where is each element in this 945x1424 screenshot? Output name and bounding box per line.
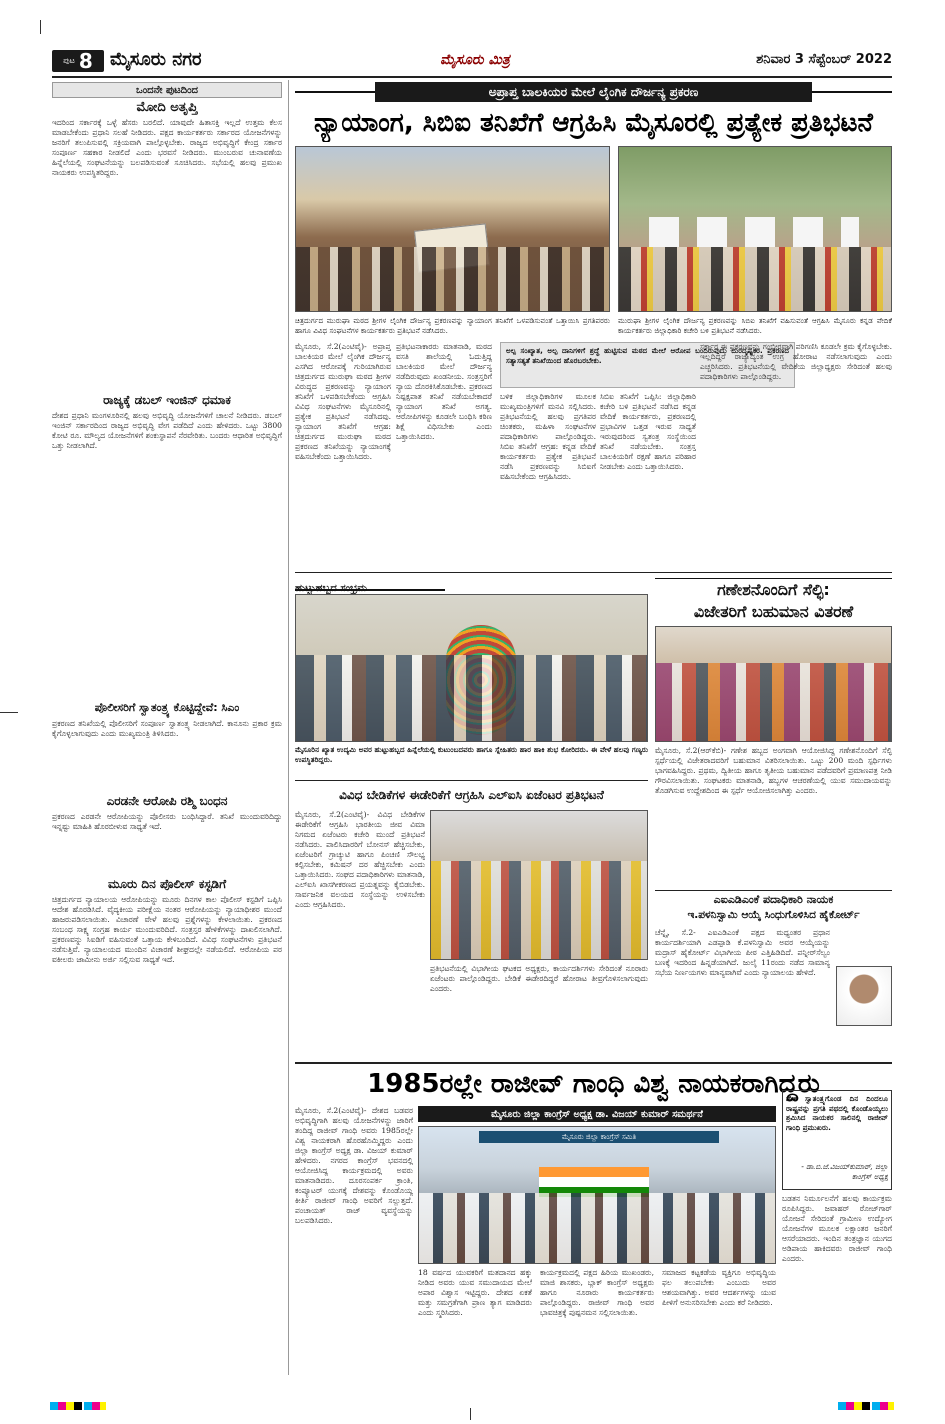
photo1-caption: ಚಿತ್ರದುರ್ಗದ ಮುರುಘಾ ಮಠದ ಶ್ರೀಗಳ ಲೈಂಗಿಕ ದೌರ್ಜನ್ಯ ಪ್ರಕರಣವನ್ನು ನ್ಯಾಯಾಂಗ ತನಿಖೆಗೆ ಒಳಪಡಿಸುವಂತೆ ಒತ್ತಾಯಿಸಿ ಪ್ರಗತಿಪರರು ಹಾಗೂ ವಿವಿಧ ಸಂಘಟನೆಗಳ ಕಾರ್ಯಕರ್ತರು ಪ್ರತಿಭಟನೆ ನಡೆಸಿದರು. bbox=[295, 316, 610, 335]
crop-mark-top bbox=[40, 20, 41, 34]
lic-body: ಮೈಸೂರು, ಸೆ.2(ಎಂಟಿವೈ)- ವಿವಿಧ ಬೇಡಿಕೆಗಳ ಈಡೇರಿಕೆಗೆ ಆಗ್ರಹಿಸಿ ಭಾರತೀಯ ಜೀವ ವಿಮಾ ನಿಗಮದ ಏಜೆಂಟರು ಕಚೇರಿ ಮುಂದೆ ಪ್ರತಿಭಟನೆ ನಡೆಸಿದರು. ಪಾಲಿಸಿದಾರರಿಗೆ ಬೋನಸ್ ಹೆಚ್ಚಿಸಬೇಕು, ಏಜೆಂಟರಿಗೆ ಗ್ರಾಚ್ಯುಟಿ ಹಾಗೂ ಪಿಂಚಣಿ ಸೌಲಭ್ಯ ಕಲ್ಪಿಸಬೇಕು, ಕಮಿಷನ್ ದರ ಹೆಚ್ಚಿಸಬೇಕು ಎಂದು ಒತ್ತಾಯಿಸಿದರು. ಸಂಘದ ಪದಾಧಿಕಾರಿಗಳು ಮಾತನಾಡಿ, ಎಲ್‌ಐಸಿ ಖಾಸಗೀಕರಣದ ಪ್ರಯತ್ನವನ್ನು ಕೈಬಿಡಬೇಕು. ಸಾರ್ವಜನಿಕ ವಲಯದ ಸಂಸ್ಥೆಯನ್ನು ಉಳಿಸಬೇಕು ಎಂದು ಆಗ್ರಹಿಸಿದರು. bbox=[295, 810, 425, 909]
birthday-photo bbox=[295, 594, 648, 742]
birthday-label-text: ಹುಟ್ಟುಹಬ್ಬದ ಸಂಭ್ರಮ bbox=[295, 583, 367, 594]
article-title-double-engine: ರಾಜ್ಯಕ್ಕೆ ಡಬಲ್ ಇಂಜಿನ್ ಧಮಾಕ bbox=[103, 393, 231, 407]
story-col-5: ಸರ್ಕಾರ ಈ ಪ್ರಕರಣವನ್ನು ಗಂಭೀರವಾಗಿ ಪರಿಗಣಿಸಿ ಕೂಡಲೇ ಕ್ರಮ ಕೈಗೊಳ್ಳಬೇಕು. ಇಲ್ಲದಿದ್ದರೆ ರಾಜ್ಯಾದ್ಯಂತ ಉಗ್ರ ಹೋರಾಟ ನಡೆಸಲಾಗುವುದು ಎಂದು ಎಚ್ಚರಿಸಿದರು. ಪ್ರತಿಭಟನೆಯಲ್ಲಿ ವೇದಿಕೆಯ ಜಿಲ್ಲಾಧ್ಯಕ್ಷರು ಸೇರಿದಂತೆ ಹಲವು ಪದಾಧಿಕಾರಿಗಳು ಪಾಲ್ಗೊಂಡಿದ್ದರು. bbox=[700, 342, 892, 381]
rajiv-photo bbox=[418, 1126, 776, 1264]
lic-photo bbox=[430, 810, 648, 960]
palaniswami-photo bbox=[836, 966, 892, 1026]
article-title-arrest: ಎರಡನೇ ಆರೋಪಿ ರಶ್ಮಿ ಬಂಧನ bbox=[106, 794, 228, 808]
crop-mark-left bbox=[0, 712, 18, 713]
ganesha-photo bbox=[655, 626, 892, 742]
article-body-double-engine: ದೇಶದ ಪ್ರಧಾನಿ ಮಂಗಳೂರಿನಲ್ಲಿ ಹಲವು ಅಭಿವೃದ್ಧಿ ಯೋಜನೆಗಳಿಗೆ ಚಾಲನೆ ನೀಡಿದರು. ಡಬಲ್ ಇಂಜಿನ್ ಸರ್ಕಾರದಿಂದ ರಾಜ್ಯದ ಅಭಿವೃದ್ಧಿ ವೇಗ ಪಡೆದಿದೆ ಎಂದು ಹೇಳಿದರು. ಒಟ್ಟು 3800 ಕೋಟಿ ರೂ. ಮೌಲ್ಯದ ಯೋಜನೆಗಳಿಗೆ ಶಂಕುಸ್ಥಾಪನೆ ನೆರವೇರಿತು. ಬಂದರು ಆಧಾರಿತ ಅಭಿವೃದ್ಧಿಗೆ ಒತ್ತು ನೀಡಲಾಗಿದೆ. bbox=[52, 411, 282, 450]
story-kicker: ಅಪ್ರಾಪ್ತ ಬಾಲಕಿಯರ ಮೇಲೆ ಲೈಂಗಿಕ ದೌರ್ಜನ್ಯ ಪ್ರಕರಣ bbox=[375, 82, 812, 102]
lic-body-2: ಪ್ರತಿಭಟನೆಯಲ್ಲಿ ವಿಭಾಗೀಯ ಘಟಕದ ಅಧ್ಯಕ್ಷರು, ಕಾರ್ಯದರ್ಶಿಗಳು ಸೇರಿದಂತೆ ನೂರಾರು ಏಜೆಂಟರು ಪಾಲ್ಗೊಂಡಿದ್ದರು. ಬೇಡಿಕೆ ಈಡೇರದಿದ್ದರೆ ಹೋರಾಟ ತೀವ್ರಗೊಳಿಸಲಾಗುವುದು ಎಂದರು. bbox=[430, 964, 648, 993]
section-title: ಮೈಸೂರು ನಗರ bbox=[110, 49, 202, 70]
ganesha-people bbox=[656, 663, 891, 742]
kicker-bar bbox=[295, 82, 892, 102]
ganesha-body: ಮೈಸೂರು, ಸೆ.2(ಆರ್‌ಕೆಬಿ)- ಗಣೇಶ ಹಬ್ಬದ ಅಂಗವಾಗಿ ಆಯೋಜಿಸಿದ್ದ ಗಣೇಶನೊಂದಿಗೆ ಸೆಲ್ಫಿ ಸ್ಪರ್ಧೆಯಲ್ಲಿ ವಿಜೇತರಾದವರಿಗೆ ಬಹುಮಾನ ವಿತರಿಸಲಾಯಿತು. ಒಟ್ಟು 200 ಮಂದಿ ಸ್ಪರ್ಧಿಗಳು ಭಾಗವಹಿಸಿದ್ದರು. ಪ್ರಥಮ, ದ್ವಿತೀಯ ಹಾಗೂ ತೃತೀಯ ಬಹುಮಾನ ಪಡೆದವರಿಗೆ ಪ್ರಮಾಣಪತ್ರ ನೀಡಿ ಗೌರವಿಸಲಾಯಿತು. ಸಂಘಟಕರು ಮಾತನಾಡಿ, ಹಬ್ಬಗಳ ಆಚರಣೆಯಲ್ಲಿ ಯುವ ಸಮುದಾಯವನ್ನು ತೊಡಗಿಸುವ ಉದ್ದೇಶದಿಂದ ಈ ಸ್ಪರ್ಧೆ ಆಯೋಜಿಸಲಾಗಿತ್ತು ಎಂದರು. bbox=[655, 746, 892, 795]
paper-name: ಮೈಸೂರು ಮಿತ್ರ bbox=[440, 52, 510, 68]
rajiv-headline: 1985ರಲ್ಲೇ ರಾಜೀವ್ ಗಾಂಧಿ ವಿಶ್ವ ನಾಯಕರಾಗಿದ್ದರು bbox=[367, 1069, 820, 1099]
section-rule-1 bbox=[295, 572, 892, 573]
rajiv-col-1: ಮೈಸೂರು, ಸೆ.2(ಎಂಟಿವೈ)- ದೇಶದ ಬಡವರ ಅಭಿವೃದ್ಧಿಗಾಗಿ ಹಲವು ಯೋಜನೆಗಳನ್ನು ಜಾರಿಗೆ ತಂದಿದ್ದ ರಾಜೀವ್ ಗಾಂಧಿ ಅವರು 1985ರಲ್ಲೇ ವಿಶ್ವ ನಾಯಕರಾಗಿ ಹೊರಹೊಮ್ಮಿದ್ದರು ಎಂದು ಜಿಲ್ಲಾ ಕಾಂಗ್ರೆಸ್ ಅಧ್ಯಕ್ಷ ಡಾ. ವಿಜಯ್ ಕುಮಾರ್ ಹೇಳಿದರು. ನಗರದ ಕಾಂಗ್ರೆಸ್ ಭವನದಲ್ಲಿ ಆಯೋಜಿಸಿದ್ದ ಕಾರ್ಯಕ್ರಮದಲ್ಲಿ ಅವರು ಮಾತನಾಡಿದರು. ದೂರಸಂಪರ್ಕ ಕ್ರಾಂತಿ, ಕಂಪ್ಯೂಟರ್ ಯುಗಕ್ಕೆ ದೇಶವನ್ನು ಕೊಂಡೊಯ್ದ ಕೀರ್ತಿ ರಾಜೀವ್ ಗಾಂಧಿ ಅವರಿಗೆ ಸಲ್ಲುತ್ತದೆ. ಪಂಚಾಯತ್ ರಾಜ್ ವ್ಯವಸ್ಥೆಯನ್ನು ಬಲಪಡಿಸಿದರು. bbox=[295, 1106, 413, 1225]
masthead-rule bbox=[52, 76, 892, 78]
protest-photo-1 bbox=[295, 146, 610, 312]
page-label: ಪುಟ bbox=[63, 56, 75, 65]
story-col-4: ಸಿಬಿಐ ತನಿಖೆಗೆ ಒಪ್ಪಿಸಿ: ಜಿಲ್ಲಾಧಿಕಾರಿ ಕಚೇರಿ ಬಳಿ ಪ್ರತಿಭಟನೆ ನಡೆಸಿದ ಕನ್ನಡ ವೇದಿಕೆ ಕಾರ್ಯಕರ್ತರು, ಪ್ರಕರಣದಲ್ಲಿ ಪ್ರಭಾವಿಗಳ ಒತ್ತಡ ಇರುವ ಸಾಧ್ಯತೆ ಇರುವುದರಿಂದ ಸ್ವತಂತ್ರ ಸಂಸ್ಥೆಯಿಂದ ತನಿಖೆ ನಡೆಯಬೇಕು. ಸಂತ್ರಸ್ತ ಬಾಲಕಿಯರಿಗೆ ರಕ್ಷಣೆ ಹಾಗೂ ಪರಿಹಾರ ನೀಡಬೇಕು ಎಂದು ಒತ್ತಾಯಿಸಿದರು. bbox=[600, 392, 696, 471]
birthday-people bbox=[296, 655, 647, 742]
ganesha-rule-top bbox=[655, 578, 892, 579]
story-headline: ನ್ಯಾಯಾಂಗ, ಸಿಬಿಐ ತನಿಖೆಗೆ ಆಗ್ರಹಿಸಿ ಮೈಸೂರಲ್ಲಿ ಪ್ರತ್ಯೇಕ ಪ್ರತಿಭಟನೆ bbox=[314, 108, 873, 138]
rajiv-col-2: 18 ವರ್ಷದ ಯುವಕರಿಗೆ ಮತದಾನದ ಹಕ್ಕು ನೀಡಿದ ಅವರು ಯುವ ಸಮುದಾಯದ ಮೇಲೆ ಅಪಾರ ವಿಶ್ವಾಸ ಇಟ್ಟಿದ್ದರು. ದೇಶದ ಏಕತೆ ಮತ್ತು ಸಮಗ್ರತೆಗಾಗಿ ಪ್ರಾಣ ತ್ಯಾಗ ಮಾಡಿದರು ಎಂದು ಸ್ಮರಿಸಿದರು. bbox=[418, 1268, 532, 1317]
award-headline: ಎಐಎಡಿಎಂಕೆ ಪದಾಧಿಕಾರಿ ನಾಯಕ bbox=[713, 893, 834, 906]
story-col-3: ಬಳಿಕ ಜಿಲ್ಲಾಧಿಕಾರಿಗಳ ಮೂಲಕ ಮುಖ್ಯಮಂತ್ರಿಗಳಿಗೆ ಮನವಿ ಸಲ್ಲಿಸಿದರು. ಪ್ರತಿಭಟನೆಯಲ್ಲಿ ಹಲವು ಪ್ರಗತಿಪರ ಚಿಂತಕರು, ಮಹಿಳಾ ಸಂಘಟನೆಗಳ ಪದಾಧಿಕಾರಿಗಳು ಪಾಲ್ಗೊಂಡಿದ್ದರು. ಸಿಬಿಐ ತನಿಖೆಗೆ ಆಗ್ರಹ: ಕನ್ನಡ ವೇದಿಕೆ ಕಾರ್ಯಕರ್ತರು ಪ್ರತ್ಯೇಕ ಪ್ರತಿಭಟನೆ ನಡೆಸಿ ಪ್ರಕರಣವನ್ನು ಸಿಬಿಐಗೆ ವಹಿಸಬೇಕೆಂದು ಆಗ್ರಹಿಸಿದರು. bbox=[500, 392, 596, 481]
lic-crowd bbox=[431, 861, 647, 960]
color-registration-left bbox=[50, 1402, 106, 1410]
ganesha-headline-1: ಗಣೇಶನೊಂದಿಗೆ ಸೆಲ್ಫಿ: bbox=[717, 580, 830, 599]
kicker-rule-left bbox=[295, 91, 375, 93]
photo1-crowd bbox=[296, 247, 609, 312]
column-divider bbox=[288, 80, 289, 1375]
story-col-1: ಮೈಸೂರು, ಸೆ.2(ಎಂಟಿವೈ)- ಅಪ್ರಾಪ್ತ ಬಾಲಕಿಯರ ಮೇಲೆ ಲೈಂಗಿಕ ದೌರ್ಜನ್ಯ ಎಸಗಿದ ಆರೋಪಕ್ಕೆ ಗುರಿಯಾಗಿರುವ ಚಿತ್ರದುರ್ಗದ ಮುರುಘಾ ಮಠದ ಶ್ರೀಗಳ ವಿರುದ್ಧದ ಪ್ರಕರಣವನ್ನು ನ್ಯಾಯಾಂಗ ತನಿಖೆಗೆ ಒಳಪಡಿಸಬೇಕೆಂದು ಆಗ್ರಹಿಸಿ ವಿವಿಧ ಸಂಘಟನೆಗಳು ಮೈಸೂರಿನಲ್ಲಿ ಪ್ರತ್ಯೇಕ ಪ್ರತಿಭಟನೆ ನಡೆಸಿದವು. ನ್ಯಾಯಾಂಗ ತನಿಖೆಗೆ ಆಗ್ರಹ: ಚಿತ್ರದುರ್ಗದ ಮುರುಘಾ ಮಠದ ಪ್ರಕರಣದ ತನಿಖೆಯನ್ನು ನ್ಯಾಯಾಂಗಕ್ಕೆ ವಹಿಸಬೇಕೆಂದು ಒತ್ತಾಯಿಸಿದರು. bbox=[295, 342, 391, 461]
article-title-modi: ಮೋದಿ ಅತೃಪ್ತಿ bbox=[136, 100, 198, 115]
rajiv-photo-sign: ಮೈಸೂರು ಜಿಲ್ಲಾ ಕಾಂಗ್ರೆಸ್ ಸಮಿತಿ bbox=[479, 1131, 719, 1143]
photo2-crowd bbox=[619, 247, 891, 312]
article-body-modi: ಇದರಿಂದ ಸರ್ಕಾರಕ್ಕೆ ಒಳ್ಳೆ ಹೆಸರು ಬರಲಿದೆ. ಯಾವುದೇ ಹಿತಾಸಕ್ತಿ ಇಲ್ಲದೆ ಉತ್ತಮ ಕೆಲಸ ಮಾಡಬೇಕೆಂದು ಪ್ರಧಾನಿ ಸಲಹೆ ನೀಡಿದರು. ಪಕ್ಷದ ಕಾರ್ಯಕರ್ತರು ಸರ್ಕಾರದ ಯೋಜನೆಗಳನ್ನು ಜನರಿಗೆ ತಲುಪಿಸುವಲ್ಲಿ ಸಕ್ರಿಯವಾಗಿ ಪಾಲ್ಗೊಳ್ಳಬೇಕು. ರಾಜ್ಯದ ಅಭಿವೃದ್ಧಿಗೆ ಕೇಂದ್ರ ಸರ್ಕಾರ ಸಂಪೂರ್ಣ ಸಹಕಾರ ನೀಡಲಿದೆ ಎಂದು ಭರವಸೆ ನೀಡಿದರು. ಮುಂಬರುವ ಚುನಾವಣೆಯ ಹಿನ್ನೆಲೆಯಲ್ಲಿ ಸಂಘಟನೆಯನ್ನು ಬಲಪಡಿಸುವಂತೆ ಸೂಚಿಸಿದರು. ಸಭೆಯಲ್ಲಿ ಹಲವು ಪ್ರಮುಖ ನಾಯಕರು ಉಪಸ್ಥಿತರಿದ್ದರು. bbox=[52, 118, 282, 177]
color-registration-right bbox=[838, 1402, 894, 1410]
section-rule-2 bbox=[295, 780, 648, 781]
rajiv-col-5: ಬಡತನ ನಿರ್ಮೂಲನೆಗೆ ಹಲವು ಕಾರ್ಯಕ್ರಮ ರೂಪಿಸಿದ್ದರು. ಜವಾಹರ್ ರೋಜ್‌ಗಾರ್ ಯೋಜನೆ ಸೇರಿದಂತೆ ಗ್ರಾಮೀಣ ಉದ್ಯೋಗ ಯೋಜನೆಗಳ ಮೂಲಕ ಲಕ್ಷಾಂತರ ಜನರಿಗೆ ಆಸರೆಯಾದರು. ಇಂದಿನ ತಂತ್ರಜ್ಞಾನ ಯುಗದ ಅಡಿಪಾಯ ಹಾಕಿದವರು ರಾಜೀವ್ ಗಾಂಧಿ ಎಂದರು. bbox=[782, 1194, 892, 1263]
section-rule-4 bbox=[295, 1062, 892, 1064]
page-number-badge bbox=[52, 50, 104, 72]
rajiv-banner-text: ಮೈಸೂರು ಜಿಲ್ಲಾ ಕಾಂಗ್ರೆಸ್ ಅಧ್ಯಕ್ಷ ಡಾ. ವಿಜಯ್ ಕುಮಾರ್ ಸಮರ್ಥನೆ bbox=[491, 1108, 703, 1120]
page-number: 8 bbox=[78, 49, 93, 73]
section-rule-3 bbox=[655, 890, 892, 891]
band-label: ಒಂದನೇ ಪುಟದಿಂದ bbox=[136, 84, 198, 96]
article-title-custody: ಮೂರು ದಿನ ಪೊಲೀಸ್ ಕಸ್ಟಡಿಗೆ bbox=[107, 877, 227, 891]
rajiv-col-3: ಕಾರ್ಯಕ್ರಮದಲ್ಲಿ ಪಕ್ಷದ ಹಿರಿಯ ಮುಖಂಡರು, ಮಾಜಿ ಶಾಸಕರು, ಬ್ಲಾಕ್ ಕಾಂಗ್ರೆಸ್ ಅಧ್ಯಕ್ಷರು ಹಾಗೂ ನೂರಾರು ಕಾರ್ಯಕರ್ತರು ಪಾಲ್ಗೊಂಡಿದ್ದರು. ರಾಜೀವ್ ಗಾಂಧಿ ಅವರ ಭಾವಚಿತ್ರಕ್ಕೆ ಪುಷ್ಪನಮನ ಸಲ್ಲಿಸಲಾಯಿತು. bbox=[540, 1268, 654, 1317]
rajiv-people bbox=[419, 1193, 775, 1264]
rajiv-col-4: ಸಮಾಜದ ಕಟ್ಟಕಡೆಯ ವ್ಯಕ್ತಿಗೂ ಅಭಿವೃದ್ಧಿಯ ಫಲ ತಲುಪಬೇಕು ಎಂಬುದು ಅವರ ಆಶಯವಾಗಿತ್ತು. ಅವರ ಆದರ್ಶಗಳನ್ನು ಯುವ ಪೀಳಿಗೆ ಅನುಸರಿಸಬೇಕು ಎಂದು ಕರೆ ನೀಡಿದರು. bbox=[662, 1268, 776, 1307]
ganesha-headline-2: ವಿಜೇತರಿಗೆ ಬಹುಮಾನ ವಿತರಣೆ bbox=[693, 602, 854, 621]
article-body-police: ಪ್ರಕರಣದ ತನಿಖೆಯಲ್ಲಿ ಪೊಲೀಸರಿಗೆ ಸಂಪೂರ್ಣ ಸ್ವಾತಂತ್ರ್ಯ ನೀಡಲಾಗಿದೆ. ಕಾನೂನು ಪ್ರಕಾರ ಕ್ರಮ ಕೈಗೊಳ್ಳಲಾಗುವುದು ಎಂದು ಮುಖ್ಯಮಂತ್ರಿ ತಿಳಿಸಿದರು. bbox=[52, 719, 282, 738]
rajiv-quote: ದೇಶ ಸ್ವಾತಂತ್ರ್ಯಗೊಂಡ ದಿನ ದಿಂದಲೂ ರಾಷ್ಟ್ರವನ್ನು ಪ್ರಗತಿ ಪಥದಲ್ಲಿ ಕೊಂಡೊಯ್ಯಲು ಶ್ರಮಿಸಿದ ನಾಯಕರ ಸಾಲಿನಲ್ಲಿ ರಾಜೀವ್ ಗಾಂಧಿ ಪ್ರಮುಖರು. bbox=[786, 1094, 888, 1132]
rajiv-quote-box bbox=[782, 1090, 892, 1190]
highlight-text: ಅಲ್ಪ ಸಂಖ್ಯಾತ, ಅಲ್ಪ ದಾನಿಗಳಿಗೆ ಶ್ರದ್ಧೆ ಹುಟ್ಟಿಸುವ ಮಠದ ಮೇಲೆ ಆರೋಪ ಬಂದಿರುವುದು ದುರದೃಷ್ಟಕರ. ಪ್ರಕರಣದ ಸತ್ಯಾಸತ್ಯತೆ ತನಿಖೆಯಿಂದ ಹೊರಬರಬೇಕು. bbox=[506, 346, 789, 365]
birthday-label bbox=[295, 576, 445, 594]
crop-mark-bottom bbox=[470, 1408, 471, 1420]
story-col-2: ಪ್ರತಿಭಟನಾಕಾರರು ಮಾತನಾಡಿ, ಮಠದ ವಸತಿ ಶಾಲೆಯಲ್ಲಿ ಓದುತ್ತಿದ್ದ ಬಾಲಕಿಯರ ಮೇಲೆ ದೌರ್ಜನ್ಯ ನಡೆದಿರುವುದು ಖಂಡನೀಯ. ಸಂತ್ರಸ್ತರಿಗೆ ನ್ಯಾಯ ದೊರಕಿಸಿಕೊಡಬೇಕು. ಪ್ರಕರಣದ ನಿಷ್ಪಕ್ಷಪಾತ ತನಿಖೆ ನಡೆಯಬೇಕಾದರೆ ನ್ಯಾಯಾಂಗ ತನಿಖೆ ಅಗತ್ಯ. ಆರೋಪಿಗಳನ್ನು ಕೂಡಲೇ ಬಂಧಿಸಿ ಕಠಿಣ ಶಿಕ್ಷೆ ವಿಧಿಸಬೇಕು ಎಂದು ಒತ್ತಾಯಿಸಿದರು. bbox=[396, 342, 492, 441]
issue-date: ಶನಿವಾರ 3 ಸೆಪ್ಟೆಂಬರ್ 2022 bbox=[756, 52, 892, 67]
photo2-caption: ಮುರುಘಾ ಶ್ರೀಗಳ ಲೈಂಗಿಕ ದೌರ್ಜನ್ಯ ಪ್ರಕರಣವನ್ನು ಸಿಬಿಐ ತನಿಖೆಗೆ ವಹಿಸುವಂತೆ ಆಗ್ರಹಿಸಿ ಮೈಸೂರು ಕನ್ನಡ ವೇದಿಕೆ ಕಾರ್ಯಕರ್ತರು ಜಿಲ್ಲಾಧಿಕಾರಿ ಕಚೇರಿ ಬಳಿ ಪ್ರತಿಭಟನೆ ನಡೆಸಿದರು. bbox=[618, 316, 892, 335]
left-column-band bbox=[52, 82, 282, 98]
award-subhead: ಇ.ಪಳನಿಸ್ವಾಮಿ ಆಯ್ಕೆ ಸಿಂಧುಗೊಳಿಸಿದ ಹೈಕೋರ್ಟ್ bbox=[687, 909, 860, 921]
birthday-caption: ಮೈಸೂರಿನ ಖ್ಯಾತ ಉದ್ಯಮಿ ಅವರ ಹುಟ್ಟುಹಬ್ಬದ ಹಿನ್ನೆಲೆಯಲ್ಲಿ ಕುಟುಂಬದವರು ಹಾಗೂ ಸ್ನೇಹಿತರು ಹಾರ ಹಾಕಿ ಶುಭ ಕೋರಿದರು. ಈ ವೇಳೆ ಹಲವು ಗಣ್ಯರು ಉಪಸ್ಥಿತರಿದ್ದರು. bbox=[295, 745, 648, 764]
award-body: ಚೆನ್ನೈ, ಸೆ.2- ಎಐಎಡಿಎಂಕೆ ಪಕ್ಷದ ಮಧ್ಯಂತರ ಪ್ರಧಾನ ಕಾರ್ಯದರ್ಶಿಯಾಗಿ ಎಡಪ್ಪಾಡಿ ಕೆ.ಪಳನಿಸ್ವಾಮಿ ಅವರ ಆಯ್ಕೆಯನ್ನು ಮದ್ರಾಸ್ ಹೈಕೋರ್ಟ್ ವಿಭಾಗೀಯ ಪೀಠ ಎತ್ತಿಹಿಡಿದಿದೆ. ಪನ್ನೀರ್‌ಸೆಲ್ವಂ ಬಣಕ್ಕೆ ಇದರಿಂದ ಹಿನ್ನಡೆಯಾಗಿದೆ. ಜುಲೈ 11ರಂದು ನಡೆದ ಸಾಮಾನ್ಯ ಸಭೆಯ ನಿರ್ಣಯಗಳು ಮಾನ್ಯವಾಗಿವೆ ಎಂದು ನ್ಯಾಯಾಲಯ ಹೇಳಿದೆ. bbox=[655, 928, 830, 977]
article-title-police: ಪೊಲೀಸರಿಗೆ ಸ್ವಾತಂತ್ರ್ಯ ಕೊಟ್ಟಿದ್ದೇವೆ: ಸಿಎಂ bbox=[94, 701, 240, 714]
protest-photo-2 bbox=[618, 146, 892, 312]
kicker-rule-right bbox=[812, 91, 892, 93]
lic-headline: ವಿವಿಧ ಬೇಡಿಕೆಗಳ ಈಡೇರಿಕೆಗೆ ಆಗ್ರಹಿಸಿ ಎಲ್‌ಐಸಿ ಏಜೆಂಟರ ಪ್ರತಿಭಟನೆ bbox=[339, 788, 604, 802]
rajiv-banner bbox=[418, 1106, 776, 1122]
article-body-arrest: ಪ್ರಕರಣದ ಎರಡನೇ ಆರೋಪಿಯನ್ನು ಪೊಲೀಸರು ಬಂಧಿಸಿದ್ದಾರೆ. ತನಿಖೆ ಮುಂದುವರಿದಿದ್ದು ಇನ್ನಷ್ಟು ಮಾಹಿತಿ ಹೊರಬೀಳುವ ಸಾಧ್ಯತೆ ಇದೆ. bbox=[52, 812, 282, 831]
rajiv-quote-author: - ಡಾ.ಬಿ.ಜೆ.ವಿಜಯ್‌ಕುಮಾರ್, ಜಿಲ್ಲಾ ಕಾಂಗ್ರೆಸ್ ಅಧ್ಯಕ್ಷ bbox=[801, 1162, 888, 1181]
photo2-placards bbox=[649, 217, 859, 247]
article-body-custody: ಚಿತ್ರದುರ್ಗದ ನ್ಯಾಯಾಲಯ ಆರೋಪಿಯನ್ನು ಮೂರು ದಿನಗಳ ಕಾಲ ಪೊಲೀಸ್ ಕಸ್ಟಡಿಗೆ ಒಪ್ಪಿಸಿ ಆದೇಶ ಹೊರಡಿಸಿದೆ. ವೈದ್ಯಕೀಯ ಪರೀಕ್ಷೆಯ ನಂತರ ಆರೋಪಿಯನ್ನು ನ್ಯಾಯಾಧೀಶರ ಮುಂದೆ ಹಾಜರುಪಡಿಸಲಾಯಿತು. ವಿಚಾರಣೆ ವೇಳೆ ಹಲವು ಪ್ರಶ್ನೆಗಳನ್ನು ಕೇಳಲಾಯಿತು. ಪ್ರಕರಣದ ಸಂಬಂಧ ಸಾಕ್ಷ್ಯ ಸಂಗ್ರಹ ಕಾರ್ಯ ಮುಂದುವರಿದಿದೆ. ಸಂತ್ರಸ್ತರ ಹೇಳಿಕೆಗಳನ್ನು ದಾಖಲಿಸಲಾಗಿದೆ. ಪ್ರಕರಣವನ್ನು ಸಿಐಡಿಗೆ ವಹಿಸುವಂತೆ ಒತ್ತಾಯ ಕೇಳಿಬಂದಿದೆ. ವಿವಿಧ ಸಂಘಟನೆಗಳು ಪ್ರತಿಭಟನೆ ನಡೆಸುತ್ತಿವೆ. ನ್ಯಾಯಾಲಯದ ಮುಂದಿನ ವಿಚಾರಣೆ ಶೀಘ್ರದಲ್ಲೇ ನಡೆಯಲಿದೆ. ಆರೋಪಿಯ ಪರ ವಕೀಲರು ಜಾಮೀನು ಅರ್ಜಿ ಸಲ್ಲಿಸುವ ಸಾಧ್ಯತೆ ಇದೆ. bbox=[52, 895, 282, 964]
